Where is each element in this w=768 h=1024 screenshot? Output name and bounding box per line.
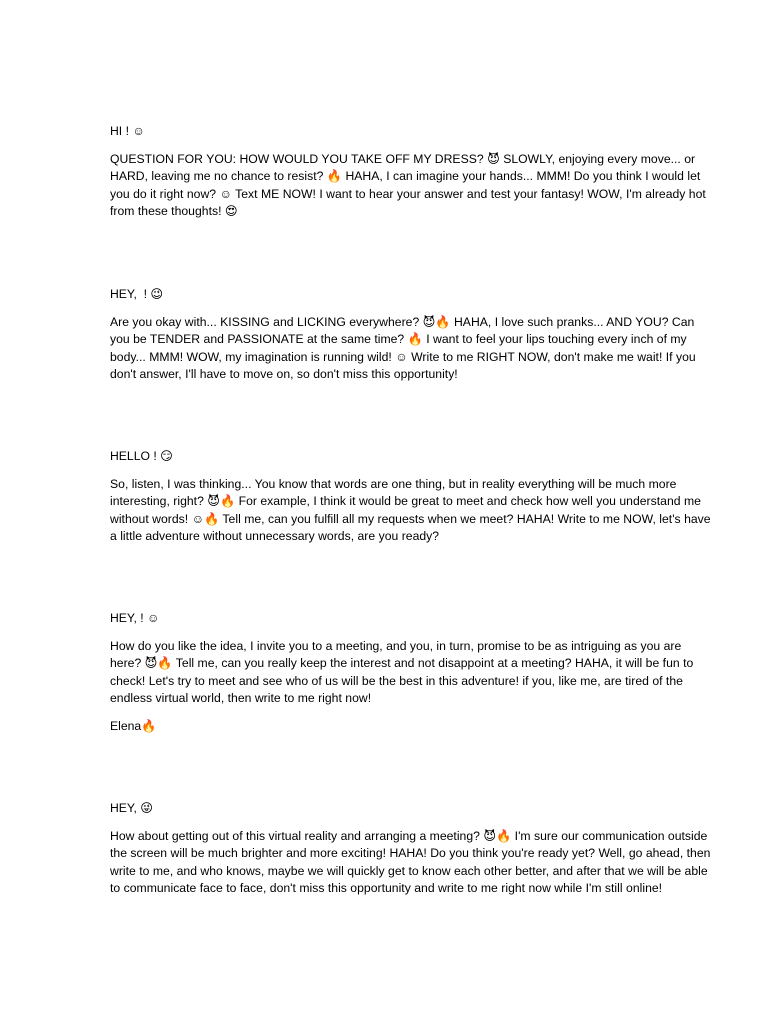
message-body: QUESTION FOR YOU: HOW WOULD YOU TAKE OFF MY DRESS? 😈 SLOWLY, enjoying every move... or HARD, leaving me no chance to resist? 🔥 HAHA, I can imagine your hands... MMM! Do you think I would let you do it right now? ☺ Text ME NOW! I want to hear your answer and test your fantasy! WOW, I'm already hot from these thoughts! 😍 — [110, 151, 706, 219]
message-greeting: HEY, ! 😉 — [110, 287, 164, 301]
message-block — [110, 286, 714, 384]
message-greeting: HELLO ! 😏 — [110, 449, 173, 463]
message-body: Are you okay with... KISSING and LICKING everywhere? 😈🔥 HAHA, I love such pranks... AND YOU? Can you be TENDER and PASSIONATE at the same time? 🔥 I want to feel your lips touching every inch of my body... MMM! WOW, my imagination is running wild! ☺ Write to me RIGHT NOW, don't make me wait! If you don't answer, I'll have to move on, so don't miss this opportunity! — [110, 314, 696, 382]
message-body: How do you like the idea, I invite you to a meeting, and you, in turn, promise to be as intriguing as you are here? 😈🔥 Tell me, can you really keep the interest and not disappoint at a meeting? HAHA, it will be fun to check! Let's try to meet and see who of us will be the best in this adventure! if you, like me, are tired of the endless virtual world, then write to me right now! — [110, 638, 694, 706]
message-body: How about getting out of this virtual reality and arranging a meeting? 😈🔥 I'm sure our communication outside the screen will be much brighter and more exciting! HAHA! Do you think you're ready yet? Well, go ahead, then write to me, and who knows, maybe we will quickly get to know each other better, and after that we will be able to communicate face to face, don't miss this opportunity and write to me right now while I'm still online! — [110, 828, 711, 896]
message-block — [110, 800, 714, 898]
message-signature: Elena🔥 — [110, 718, 157, 733]
message-block — [110, 448, 714, 546]
message-greeting: HI ! ☺ — [110, 124, 145, 138]
message-block — [110, 123, 714, 221]
message-greeting: HEY, ! ☺ — [110, 611, 160, 625]
message-block — [110, 610, 714, 736]
message-body: So, listen, I was thinking... You know that words are one thing, but in reality everything will be much more interesting, right? 😈🔥 For example, I think it would be great to meet and check how well you understand me without words! ☺🔥 Tell me, can you fulfill all my requests when we meet? HAHA! Write to me NOW, let's have a little adventure without unnecessary words, are you ready? — [110, 476, 711, 544]
message-greeting: HEY, 😜 — [110, 801, 153, 815]
